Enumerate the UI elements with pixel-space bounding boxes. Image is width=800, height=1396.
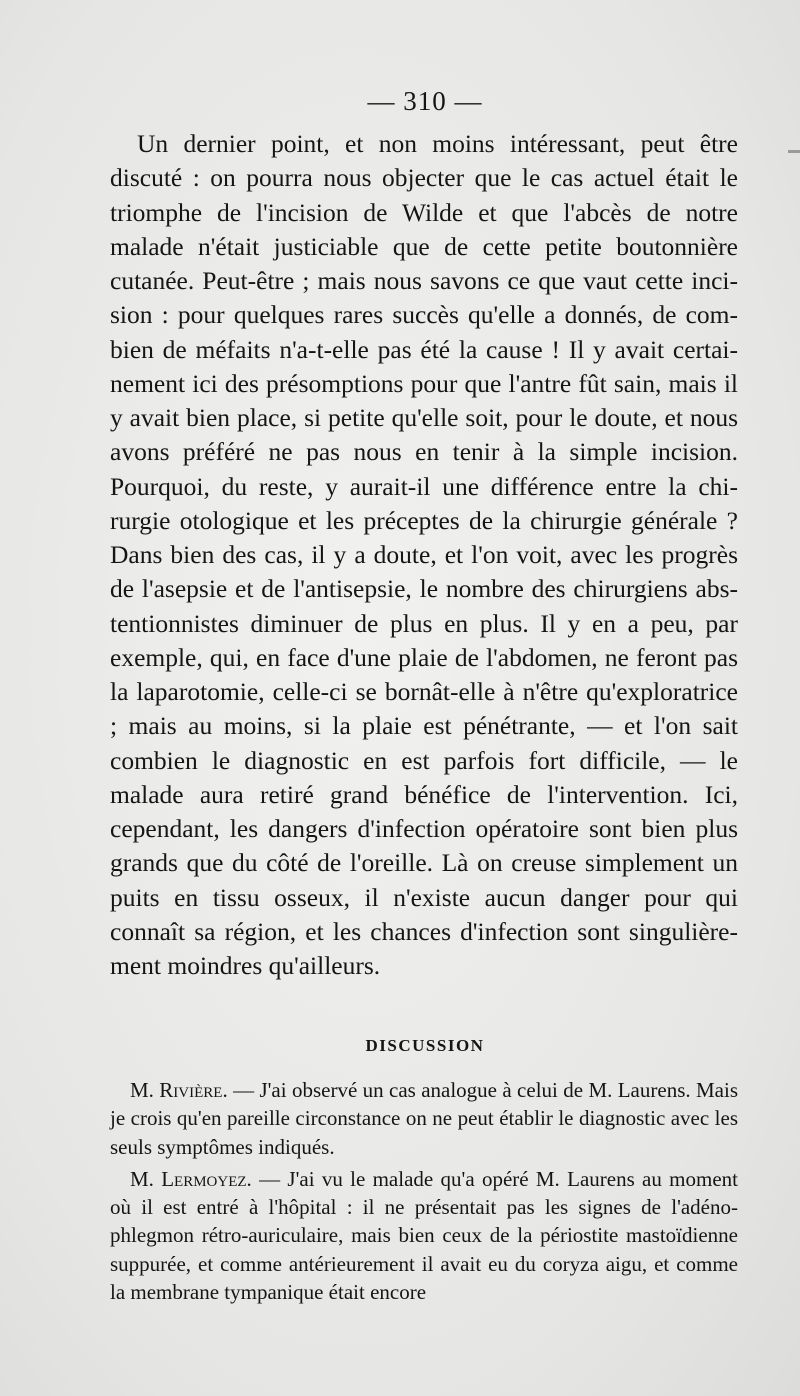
section-heading: DISCUSSION — [365, 1036, 485, 1055]
page-number: — 310 — — [367, 86, 483, 116]
page-edge-mark — [788, 150, 800, 153]
discussion-entry — [110, 1165, 738, 1306]
discussion-entry — [110, 1076, 738, 1161]
speaker-remark: — J'ai observé un cas analogue à celui de M. Laurens. Mais je crois qu'en pareille circonstance on ne peut établir le diagnostic avec les seuls symptômes indiqués. — [110, 1078, 738, 1159]
main-text — [110, 127, 738, 983]
paragraph: Un dernier point, et non moins intéressant, peut être discuté : on pourra nous objecter que le cas actuel était le triomphe de l'incision de Wilde et que l'abcès de notre malade n'était justiciable que de cette petite boutonnière cutanée. Peut-être ; mais nous savons ce que vaut cette incision : pour quelques rares succès qu'elle a donnés, de combien de méfaits n'a-t-elle pas été la cause ! Il y avait certainement ici des présomptions pour que l'antre fût sain, mais il y avait bien place, si petite qu'elle soit, pour le doute, et nous avons préféré ne pas nous en tenir à la simple incision. Pourquoi, du reste, y aurait-il une différence entre la chirurgie otologique et les préceptes de la chirurgie générale ? Dans bien des cas, il y a doute, et l'on voit, avec les progrès de l'asepsie et de l'antisepsie, le nombre des chirurgiens abstentionnistes diminuer de plus en plus. Il y en a peu, par exemple, qui, en face d'une plaie de l'abdomen, ne feront pas la laparotomie, celle-ci se bornât-elle à n'être qu'exploratrice ; mais au moins, si la plaie est pénétrante, — et l'on sait combien le diagnostic en est parfois fort difficile, — le malade aura retiré grand bénéfice de l'intervention. Ici, cependant, les dangers d'infection opératoire sont bien plus grands que du côté de l'oreille. Là on creuse simplement un puits en tissu osseux, il n'existe aucun danger pour qui connaît sa région, et les chances d'infection sont singulièrement moindres qu'ailleurs. — [110, 129, 738, 980]
discussion-section — [110, 1076, 738, 1310]
speaker-name: M. Rivière. — [130, 1078, 228, 1102]
speaker-remark: — J'ai vu le malade qu'a opéré M. Laurens au moment où il est entré à l'hôpital : il ne présentait pas les signes de l'adéno-phlegmon rétro-auriculaire, mais bien ceux de la périostite mastoïdienne suppurée, et comme antérieurement il avait eu du coryza aigu, et comme la membrane tympanique était encore — [110, 1166, 739, 1305]
speaker-name: M. Lermoyez. — [130, 1166, 252, 1191]
